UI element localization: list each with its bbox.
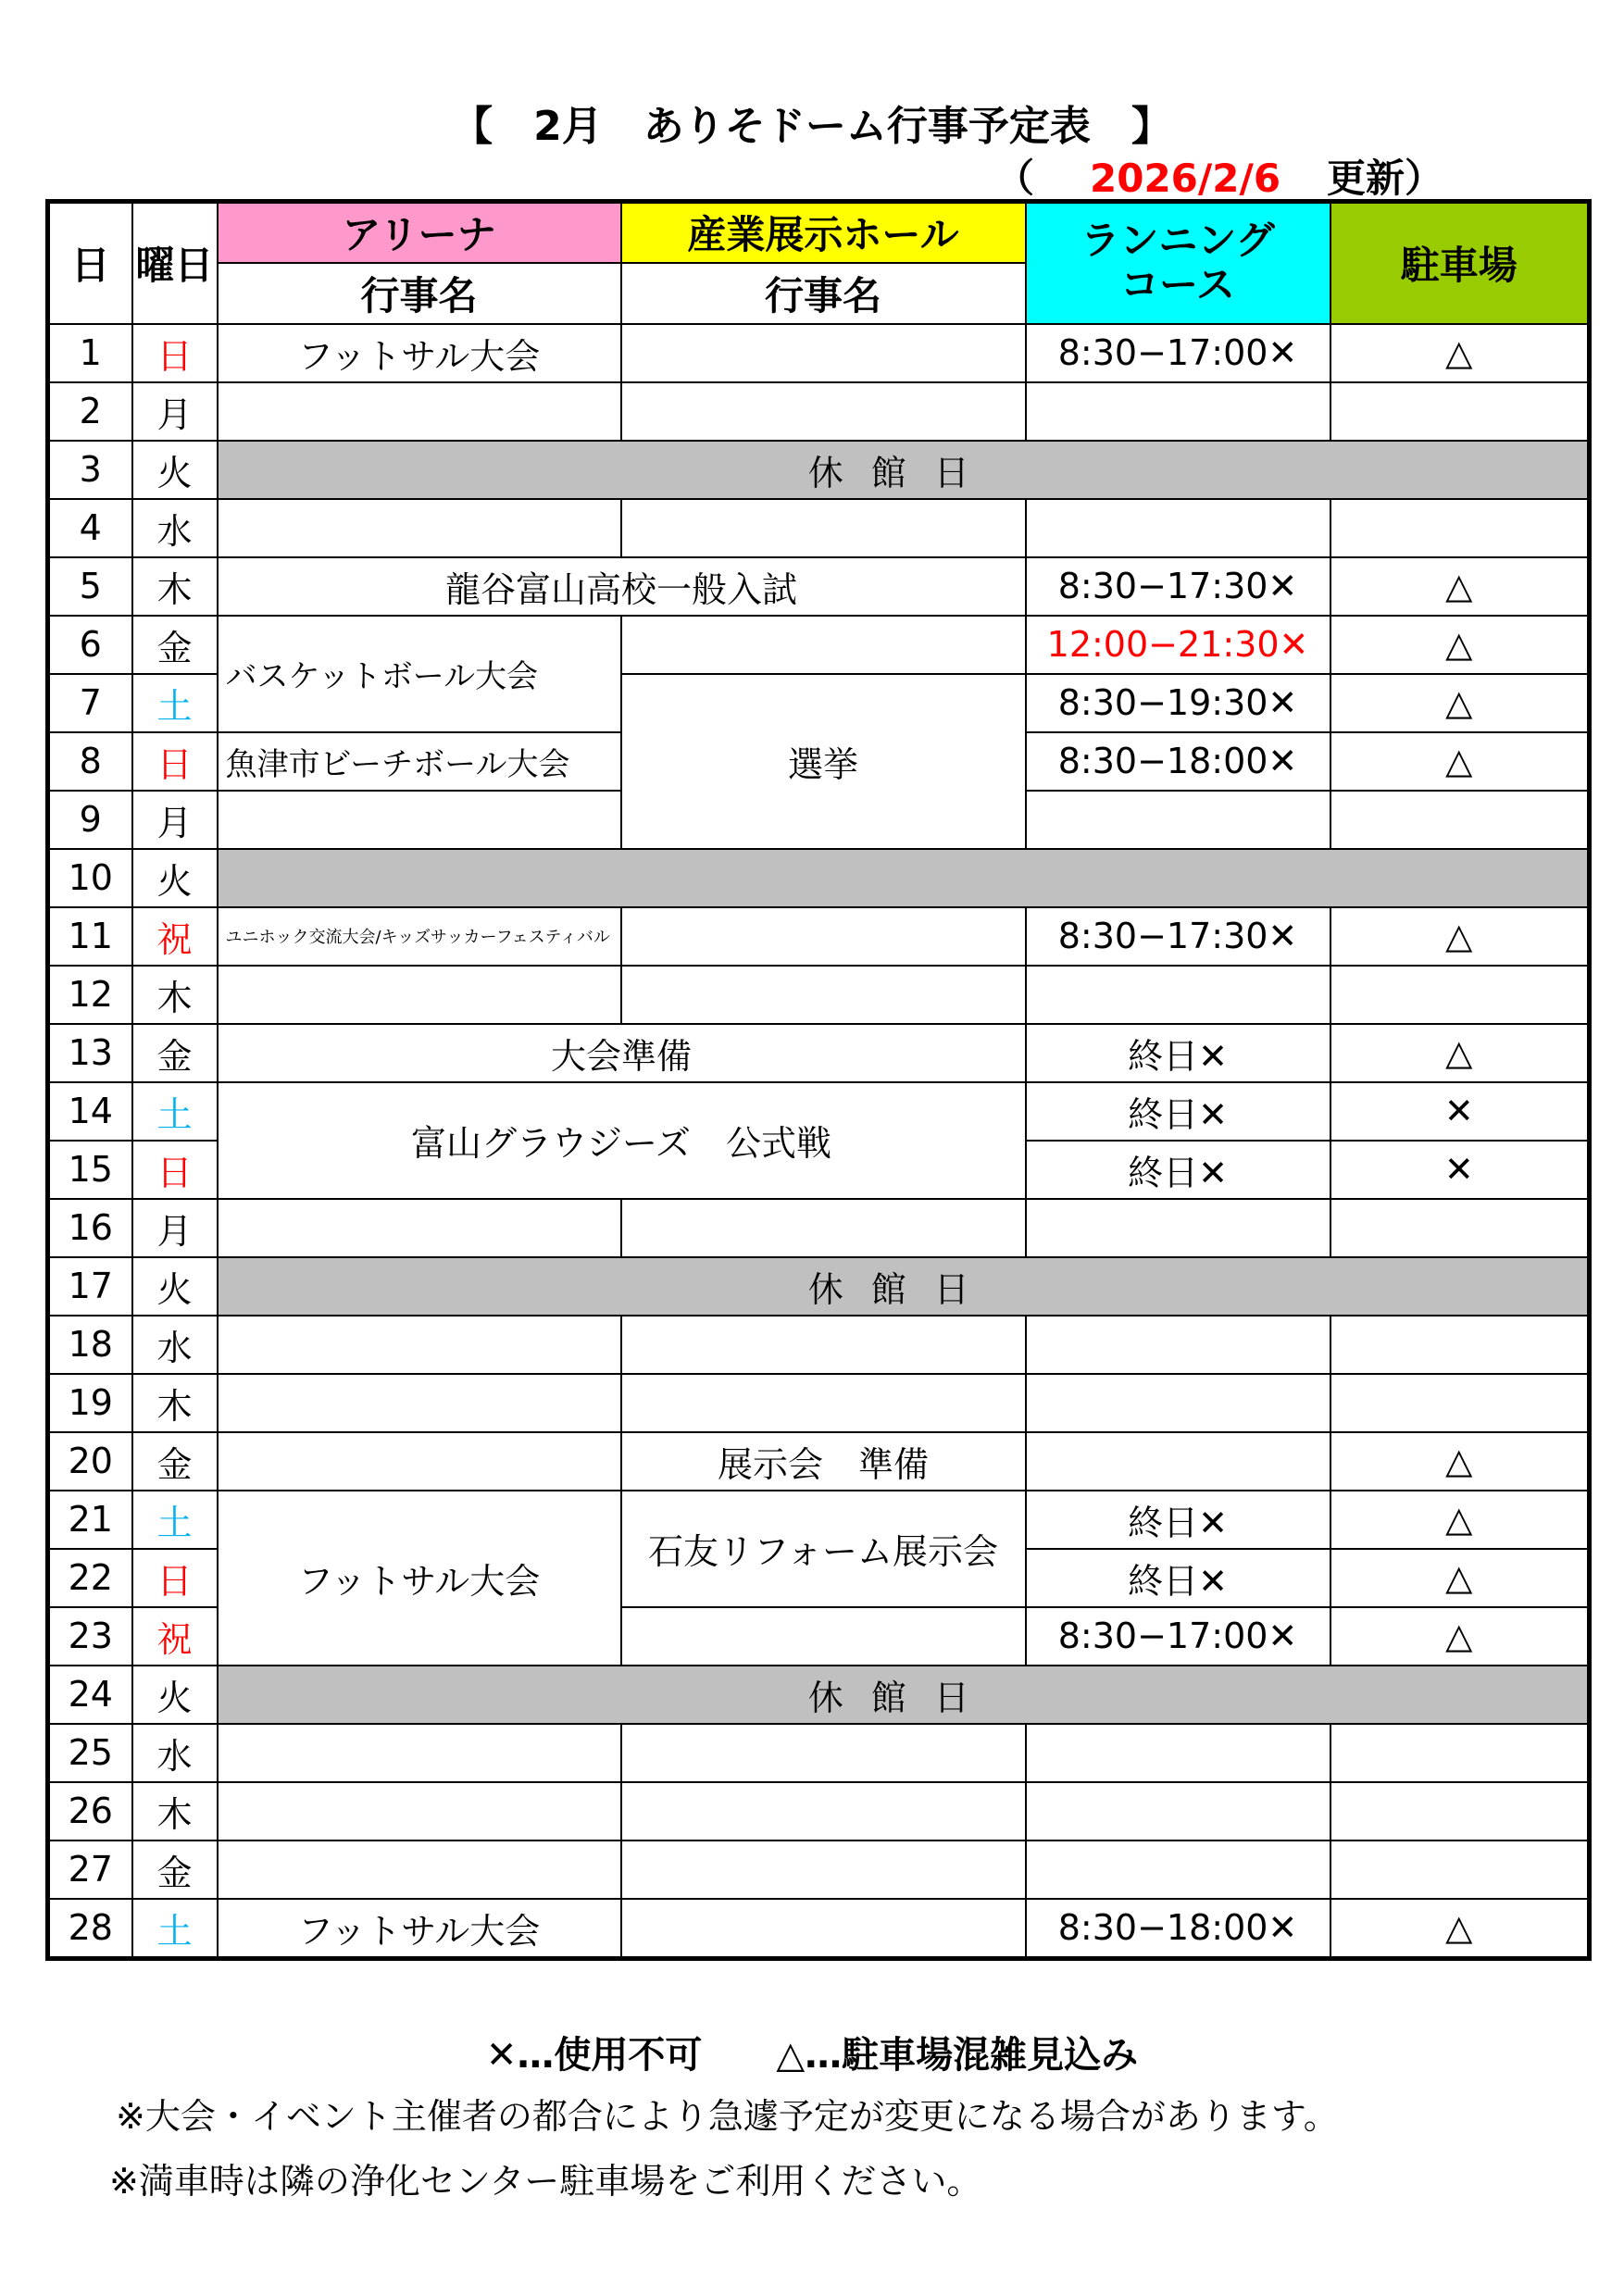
event-cell <box>218 791 621 849</box>
event-cell: 8:30−17:30✕ <box>1026 907 1330 966</box>
event-cell: 8:30−17:30✕ <box>1026 557 1330 616</box>
table-row <box>48 1899 1590 1959</box>
updated-date: 2026/2/6 <box>1090 156 1281 201</box>
event-cell <box>1026 1432 1330 1491</box>
day-cell: 10 <box>48 849 132 907</box>
event-cell <box>1330 791 1590 849</box>
weekday-cell: 日 <box>132 732 218 791</box>
event-cell <box>621 1199 1026 1257</box>
table-row <box>48 382 1590 441</box>
schedule-table <box>45 199 1592 1961</box>
event-cell: △ <box>1330 1432 1590 1491</box>
weekday-cell: 火 <box>132 1257 218 1316</box>
event-cell <box>621 1841 1026 1899</box>
note-1: ※大会・イベント主催者の都合により急遽予定が変更になる場合があります。 <box>116 2096 1339 2137</box>
day-cell: 23 <box>48 1607 132 1666</box>
event-cell <box>1026 791 1330 849</box>
weekday-cell: 火 <box>132 849 218 907</box>
table-row <box>48 1024 1590 1082</box>
day-cell: 1 <box>48 324 132 382</box>
day-cell: 9 <box>48 791 132 849</box>
closed-day-cell: 休館日 <box>218 1666 1590 1724</box>
weekday-cell: 月 <box>132 382 218 441</box>
event-cell: △ <box>1330 1024 1590 1082</box>
event-cell <box>1330 499 1590 557</box>
event-cell: 終日✕ <box>1026 1024 1330 1082</box>
event-cell: △ <box>1330 1549 1590 1607</box>
event-cell: 終日✕ <box>1026 1141 1330 1199</box>
weekday-cell: 日 <box>132 1141 218 1199</box>
event-cell <box>621 1607 1026 1666</box>
event-cell <box>218 1782 621 1841</box>
weekday-cell: 火 <box>132 441 218 499</box>
header-dow: 曜日 <box>132 202 218 324</box>
day-cell: 16 <box>48 1199 132 1257</box>
weekday-cell: 日 <box>132 324 218 382</box>
event-cell: △ <box>1330 907 1590 966</box>
updated-line <box>995 148 1443 204</box>
event-cell <box>1026 382 1330 441</box>
header-hall-sub: 行事名 <box>621 263 1026 324</box>
event-cell <box>1330 1374 1590 1432</box>
header-hall: 産業展示ホール <box>621 202 1026 263</box>
day-cell: 27 <box>48 1841 132 1899</box>
day-cell: 17 <box>48 1257 132 1316</box>
legend: ✕…使用不可 △…駐車場混雑見込み <box>485 2034 1139 2077</box>
event-cell: 龍谷富山高校一般入試 <box>218 557 1026 616</box>
event-cell: 8:30−18:00✕ <box>1026 732 1330 791</box>
header-running: ランニング コース <box>1026 202 1330 324</box>
day-cell: 12 <box>48 966 132 1024</box>
day-cell: 22 <box>48 1549 132 1607</box>
event-cell <box>621 1899 1026 1959</box>
event-cell: 8:30−19:30✕ <box>1026 674 1330 732</box>
table-row <box>48 1491 1590 1549</box>
event-cell <box>218 1841 621 1899</box>
weekday-cell: 金 <box>132 1024 218 1082</box>
header-day: 日 <box>48 202 132 324</box>
event-cell <box>1026 1199 1330 1257</box>
table-row <box>48 907 1590 966</box>
weekday-cell: 土 <box>132 1082 218 1141</box>
table-row <box>48 1666 1590 1724</box>
event-cell: フットサル大会 <box>218 1491 621 1666</box>
event-cell <box>621 324 1026 382</box>
day-cell: 26 <box>48 1782 132 1841</box>
table-row <box>48 1257 1590 1316</box>
event-cell: 終日✕ <box>1026 1549 1330 1607</box>
day-cell: 20 <box>48 1432 132 1491</box>
day-cell: 3 <box>48 441 132 499</box>
event-cell <box>218 1199 621 1257</box>
day-cell: 2 <box>48 382 132 441</box>
weekday-cell: 日 <box>132 1549 218 1607</box>
event-cell: △ <box>1330 732 1590 791</box>
event-cell <box>1330 1782 1590 1841</box>
updated-open: （ <box>995 156 1035 201</box>
table-row <box>48 616 1590 674</box>
event-cell <box>218 1316 621 1374</box>
day-cell: 8 <box>48 732 132 791</box>
event-cell: △ <box>1330 674 1590 732</box>
closed-day-cell <box>218 849 1590 907</box>
event-cell: 大会準備 <box>218 1024 1026 1082</box>
table-row <box>48 1082 1590 1141</box>
event-cell: 終日✕ <box>1026 1082 1330 1141</box>
event-cell <box>1026 1724 1330 1782</box>
event-cell: 石友リフォーム展示会 <box>621 1491 1026 1607</box>
event-cell <box>1026 1782 1330 1841</box>
event-cell <box>1330 1724 1590 1782</box>
weekday-cell: 水 <box>132 499 218 557</box>
day-cell: 24 <box>48 1666 132 1724</box>
day-cell: 4 <box>48 499 132 557</box>
table-row <box>48 1316 1590 1374</box>
event-cell <box>1330 1316 1590 1374</box>
event-cell: バスケットボール大会 <box>218 616 621 732</box>
header-arena-sub: 行事名 <box>218 263 621 324</box>
day-cell: 15 <box>48 1141 132 1199</box>
table-row <box>48 324 1590 382</box>
table-row <box>48 1199 1590 1257</box>
weekday-cell: 月 <box>132 791 218 849</box>
event-cell: △ <box>1330 1899 1590 1959</box>
day-cell: 18 <box>48 1316 132 1374</box>
event-cell: 選挙 <box>621 674 1026 849</box>
day-cell: 19 <box>48 1374 132 1432</box>
table-row <box>48 1374 1590 1432</box>
header-parking: 駐車場 <box>1330 202 1590 324</box>
event-cell <box>218 1432 621 1491</box>
event-cell: ユニホック交流大会/キッズサッカーフェスティバル <box>218 907 621 966</box>
event-cell: 魚津市ビーチボール大会 <box>218 732 621 791</box>
weekday-cell: 土 <box>132 674 218 732</box>
day-cell: 6 <box>48 616 132 674</box>
weekday-cell: 祝 <box>132 907 218 966</box>
weekday-cell: 金 <box>132 616 218 674</box>
event-cell <box>621 1724 1026 1782</box>
event-cell: △ <box>1330 1491 1590 1549</box>
event-cell <box>621 382 1026 441</box>
table-row <box>48 1782 1590 1841</box>
day-cell: 14 <box>48 1082 132 1141</box>
weekday-cell: 木 <box>132 1374 218 1432</box>
weekday-cell: 祝 <box>132 1607 218 1666</box>
weekday-cell: 土 <box>132 1899 218 1959</box>
event-cell: 展示会 準備 <box>621 1432 1026 1491</box>
event-cell <box>1330 1841 1590 1899</box>
weekday-cell: 木 <box>132 1782 218 1841</box>
event-cell: 8:30−17:00✕ <box>1026 1607 1330 1666</box>
day-cell: 28 <box>48 1899 132 1959</box>
event-cell: 8:30−17:00✕ <box>1026 324 1330 382</box>
weekday-cell: 土 <box>132 1491 218 1549</box>
weekday-cell: 木 <box>132 966 218 1024</box>
event-cell: △ <box>1330 616 1590 674</box>
event-cell <box>621 616 1026 674</box>
table-row <box>48 557 1590 616</box>
event-cell: 終日✕ <box>1026 1491 1330 1549</box>
event-cell <box>1026 1374 1330 1432</box>
table-row <box>48 499 1590 557</box>
closed-day-cell: 休館日 <box>218 441 1590 499</box>
event-cell <box>218 382 621 441</box>
note-2: ※満車時は隣の浄化センター駐車場をご利用ください。 <box>109 2161 982 2202</box>
event-cell <box>1330 382 1590 441</box>
event-cell <box>218 1724 621 1782</box>
day-cell: 21 <box>48 1491 132 1549</box>
event-cell <box>1330 966 1590 1024</box>
event-cell <box>621 1316 1026 1374</box>
closed-day-cell: 休館日 <box>218 1257 1590 1316</box>
event-cell: フットサル大会 <box>218 1899 621 1959</box>
day-cell: 7 <box>48 674 132 732</box>
weekday-cell: 金 <box>132 1432 218 1491</box>
event-cell <box>1026 1841 1330 1899</box>
header-arena: アリーナ <box>218 202 621 263</box>
page-title: 【 2月 ありそドーム行事予定表 】 <box>452 103 1172 150</box>
day-cell: 25 <box>48 1724 132 1782</box>
event-cell: フットサル大会 <box>218 324 621 382</box>
table-row <box>48 1724 1590 1782</box>
event-cell: 8:30−18:00✕ <box>1026 1899 1330 1959</box>
event-cell <box>621 1782 1026 1841</box>
event-cell: ✕ <box>1330 1141 1590 1199</box>
weekday-cell: 金 <box>132 1841 218 1899</box>
event-cell <box>621 499 1026 557</box>
table-row <box>48 849 1590 907</box>
day-cell: 11 <box>48 907 132 966</box>
day-cell: 5 <box>48 557 132 616</box>
event-cell: 富山グラウジーズ 公式戦 <box>218 1082 1026 1199</box>
table-row <box>48 1432 1590 1491</box>
day-cell: 13 <box>48 1024 132 1082</box>
event-cell: ✕ <box>1330 1082 1590 1141</box>
event-cell <box>621 966 1026 1024</box>
event-cell: 12:00−21:30✕ <box>1026 616 1330 674</box>
weekday-cell: 水 <box>132 1316 218 1374</box>
event-cell: △ <box>1330 557 1590 616</box>
table-row <box>48 441 1590 499</box>
event-cell: △ <box>1330 1607 1590 1666</box>
event-cell <box>621 907 1026 966</box>
event-cell: △ <box>1330 324 1590 382</box>
event-cell <box>1026 1316 1330 1374</box>
updated-label: 更新） <box>1327 156 1444 201</box>
weekday-cell: 月 <box>132 1199 218 1257</box>
event-cell <box>1026 499 1330 557</box>
event-cell <box>1026 966 1330 1024</box>
weekday-cell: 火 <box>132 1666 218 1724</box>
event-cell <box>1330 1199 1590 1257</box>
event-cell <box>218 966 621 1024</box>
table-row <box>48 1841 1590 1899</box>
event-cell <box>218 499 621 557</box>
table-row <box>48 966 1590 1024</box>
weekday-cell: 木 <box>132 557 218 616</box>
weekday-cell: 水 <box>132 1724 218 1782</box>
event-cell <box>621 1374 1026 1432</box>
event-cell <box>218 1374 621 1432</box>
